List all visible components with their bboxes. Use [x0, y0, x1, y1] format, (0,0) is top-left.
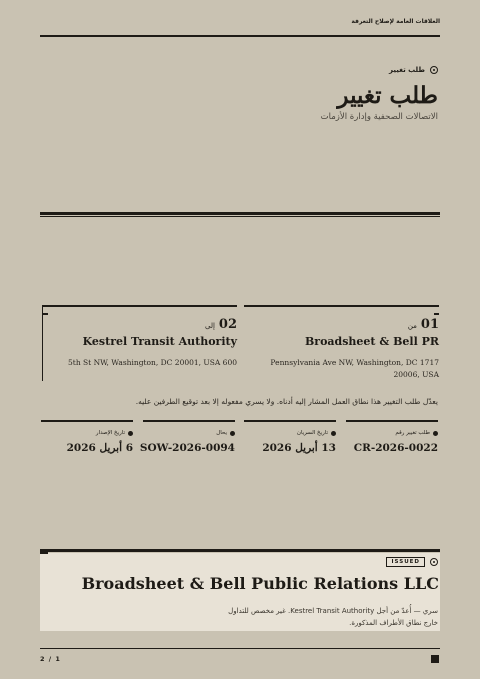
status-badge: ISSUED — [386, 557, 425, 567]
title-double-rule-bottom — [40, 216, 440, 217]
bullet-icon — [331, 431, 336, 436]
meta-label-text: طلب تغيير رقم — [395, 430, 430, 436]
party-tick — [434, 313, 439, 315]
meta-label-text: يحال — [216, 430, 227, 436]
party-role: من — [407, 322, 417, 330]
document-kicker — [389, 66, 438, 74]
panel-rule — [40, 549, 440, 552]
party-tick — [43, 313, 48, 315]
meta-label-text: تاريخ الإصدار — [95, 430, 125, 436]
meta-value: SOW-2026-0094 — [139, 442, 235, 454]
party-number-row — [408, 317, 439, 332]
footer-rule — [40, 648, 440, 649]
party-to — [42, 305, 237, 381]
kicker-label: طلب تغيير — [389, 66, 425, 74]
bullet-icon — [433, 431, 438, 436]
meta-sow-reference — [139, 420, 235, 454]
page-title: طلب تغيير — [337, 82, 438, 109]
title-double-rule-top — [40, 212, 440, 215]
target-icon — [430, 558, 438, 566]
party-name: Broadsheet & Bell PR — [304, 335, 439, 348]
meta-value: 13 أبريل 2026 — [262, 442, 336, 454]
header-rule — [40, 35, 440, 37]
target-icon — [430, 66, 438, 74]
panel-corner-mark — [40, 549, 48, 554]
party-address: 5th St NW, Washington, DC 20001, USA 600 — [68, 358, 237, 367]
status-row — [386, 557, 438, 567]
party-role: إلى — [204, 322, 215, 330]
meta-issue-date — [41, 420, 133, 454]
meta-label — [395, 430, 438, 436]
org-label: العلاقات العامة لإصلاح التعرفة — [351, 18, 440, 25]
party-from — [244, 305, 439, 381]
meta-label-text: تاريخ السريان — [296, 430, 328, 436]
page-subtitle: الاتصالات الصحفية وإدارة الأزمات — [320, 112, 438, 122]
meta-label — [216, 430, 235, 436]
meta-value: CR-2026-0022 — [353, 442, 438, 454]
bullet-icon — [128, 431, 133, 436]
company-name: Broadsheet & Bell Public Relations LLC — [81, 574, 439, 593]
meta-effective-date — [244, 420, 336, 454]
meta-change-request-number — [346, 420, 438, 454]
party-name: Kestrel Transit Authority — [82, 335, 237, 348]
intro-text: يعدّل طلب التغيير هذا نطاق العمل المشار إليه أدناه. ولا يسري مفعوله إلا بعد توقيع الطرفين عليه. — [135, 397, 438, 406]
party-number: 01 — [420, 317, 439, 332]
confidentiality-note: سري — أُعدّ من أجل Kestrel Transit Authority. غير مخصص للتداول خارج نطاق الأطراف المذكورة. — [228, 607, 438, 627]
meta-label — [96, 430, 133, 436]
party-number-row — [205, 317, 237, 332]
party-number: 02 — [218, 317, 237, 332]
end-mark — [431, 655, 439, 663]
meta-value: 6 أبريل 2026 — [66, 442, 133, 454]
meta-label — [297, 430, 336, 436]
bullet-icon — [230, 431, 235, 436]
party-address: Pennsylvania Ave NW, Washington, DC 1717 20006, USA — [270, 358, 439, 379]
page-number: 2 / 1 — [40, 655, 61, 663]
